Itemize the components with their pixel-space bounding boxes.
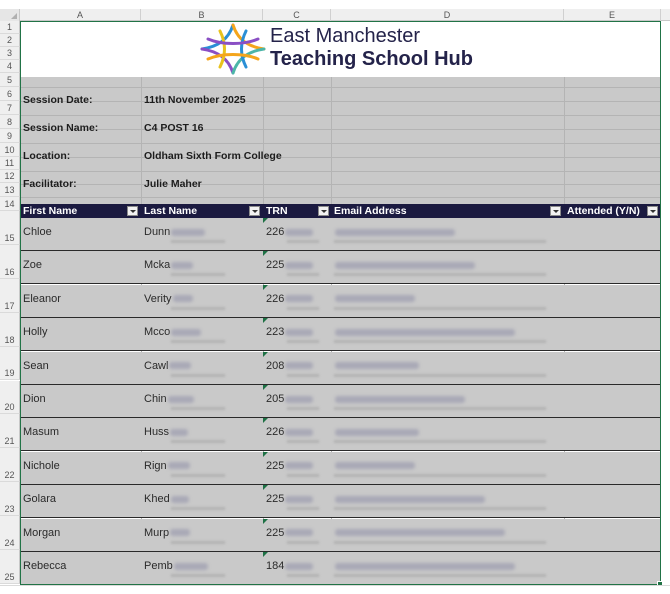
facilitator-label: Facilitator: <box>23 178 77 190</box>
session-date-label: Session Date: <box>23 94 93 106</box>
redacted-text <box>285 529 313 536</box>
email-cell[interactable] <box>331 519 564 552</box>
redacted-text <box>287 541 319 544</box>
trn-cell-text: 184 <box>266 560 285 572</box>
redacted-text <box>287 574 319 577</box>
last-name-cell[interactable] <box>141 519 263 552</box>
trn-cell[interactable] <box>263 519 331 552</box>
email-cell[interactable] <box>331 485 564 518</box>
header-attended[interactable]: Attended (Y/N) <box>567 205 640 217</box>
error-indicator-icon[interactable] <box>263 385 268 390</box>
row-header-13[interactable]: 13 <box>0 183 20 197</box>
last-name-cell-text: Chin <box>144 393 167 405</box>
session-name-label: Session Name: <box>23 122 99 134</box>
row-header-2[interactable]: 2 <box>0 34 20 47</box>
redacted-text <box>335 329 515 336</box>
redacted-text <box>171 307 225 310</box>
row-header-3[interactable]: 3 <box>0 47 20 60</box>
trn-cell[interactable] <box>263 452 331 485</box>
trn-cell-text: 225 <box>266 459 285 472</box>
last-name-cell-text: Pemb <box>144 560 173 572</box>
facilitator-value[interactable]: Julie Maher <box>144 178 202 190</box>
redacted-text <box>334 507 546 510</box>
row-header-6[interactable]: 6 <box>0 87 20 101</box>
select-all-corner[interactable] <box>0 9 20 21</box>
filter-dropdown-icon[interactable] <box>127 206 138 216</box>
last-name-cell[interactable] <box>141 485 263 518</box>
last-name-cell-text: Mcka <box>144 259 171 272</box>
redacted-text <box>285 329 313 336</box>
table-row[interactable] <box>20 318 661 351</box>
redacted-text <box>287 273 319 276</box>
location-label: Location: <box>23 150 71 162</box>
trn-cell[interactable] <box>263 485 331 518</box>
trn-cell[interactable] <box>263 318 331 351</box>
attended-cell[interactable] <box>564 519 661 552</box>
redacted-text <box>287 407 319 410</box>
redacted-text <box>173 295 193 302</box>
redacted-text <box>335 563 515 570</box>
last-name-cell-text: Khed <box>144 493 170 506</box>
redacted-text <box>334 541 546 544</box>
row-header-20[interactable]: 20 <box>0 381 20 415</box>
session-date-value[interactable]: 11th November 2025 <box>144 94 246 106</box>
first-name-cell[interactable] <box>20 251 141 284</box>
first-name-cell-text: Chloe <box>23 226 52 238</box>
last-name-cell-text: Mcco <box>144 326 171 339</box>
redacted-text <box>285 563 313 570</box>
error-indicator-icon[interactable] <box>263 552 268 557</box>
row-header-4[interactable]: 4 <box>0 60 20 73</box>
redacted-text <box>169 362 191 369</box>
redacted-text <box>171 496 189 503</box>
error-indicator-icon[interactable] <box>263 318 268 323</box>
redacted-text <box>171 273 225 276</box>
email-cell[interactable] <box>331 251 564 284</box>
redacted-text <box>287 440 319 443</box>
redacted-text <box>285 262 313 269</box>
redacted-text <box>334 273 546 276</box>
attended-cell[interactable] <box>564 485 661 518</box>
row-header-14[interactable]: 14 <box>0 197 20 211</box>
attended-cell[interactable] <box>564 352 661 385</box>
email-cell[interactable] <box>331 552 564 585</box>
redacted-text <box>335 396 465 403</box>
redacted-text <box>174 563 208 570</box>
trn-cell[interactable] <box>263 418 331 451</box>
redacted-text <box>171 474 225 477</box>
redacted-text <box>335 229 455 236</box>
cell-grid[interactable] <box>20 21 661 585</box>
row-header-24[interactable]: 24 <box>0 516 20 550</box>
logo-title-line2: Teaching School Hub <box>270 48 473 70</box>
trn-cell-text: 208 <box>266 359 285 372</box>
row-header-10[interactable]: 10 <box>0 143 20 157</box>
email-cell[interactable] <box>331 418 564 451</box>
first-name-cell[interactable] <box>20 285 141 318</box>
column-header-b[interactable]: B <box>141 9 263 21</box>
first-name-cell-text: Holly <box>23 326 48 339</box>
trn-cell-text: 226 <box>266 426 285 439</box>
row-header-18[interactable]: 18 <box>0 313 20 347</box>
table-row[interactable] <box>20 218 661 251</box>
error-indicator-icon[interactable] <box>263 418 268 423</box>
error-indicator-icon[interactable] <box>263 352 268 357</box>
header-email-address[interactable]: Email Address <box>334 205 407 217</box>
attended-cell[interactable] <box>564 218 661 251</box>
column-header-bar <box>0 9 670 21</box>
redacted-text <box>171 407 225 410</box>
trn-cell-text: 225 <box>266 493 285 506</box>
redacted-text <box>334 574 546 577</box>
redacted-text <box>334 307 546 310</box>
first-name-cell[interactable] <box>20 552 141 585</box>
first-name-cell-text: Rebecca <box>23 560 67 572</box>
redacted-text <box>287 240 319 243</box>
redacted-text <box>170 429 188 436</box>
attended-cell[interactable] <box>564 452 661 485</box>
last-name-cell-text: Cawl <box>144 359 169 372</box>
trn-cell-text: 223 <box>266 326 285 339</box>
row-header-11[interactable]: 11 <box>0 157 20 170</box>
table-row[interactable] <box>20 519 661 552</box>
email-cell[interactable] <box>331 218 564 251</box>
attended-cell[interactable] <box>564 251 661 284</box>
email-cell[interactable] <box>331 318 564 351</box>
redacted-text <box>285 362 313 369</box>
email-cell[interactable] <box>331 385 564 418</box>
row-header-1[interactable]: 1 <box>0 21 20 34</box>
table-row[interactable] <box>20 418 661 451</box>
redacted-text <box>171 329 201 336</box>
redacted-text <box>335 295 415 302</box>
attended-cell[interactable] <box>564 318 661 351</box>
redacted-text <box>287 507 319 510</box>
row-header-22[interactable]: 22 <box>0 448 20 482</box>
header-last-name[interactable]: Last Name <box>144 205 198 217</box>
filter-dropdown-icon[interactable] <box>647 206 658 216</box>
redacted-text <box>334 374 546 377</box>
error-indicator-icon[interactable] <box>263 485 268 490</box>
redacted-text <box>171 574 225 577</box>
redacted-text <box>335 262 475 269</box>
table-row[interactable] <box>20 552 661 585</box>
email-cell[interactable] <box>331 352 564 385</box>
column-header-d[interactable]: D <box>331 9 564 21</box>
first-name-cell-text: Dion <box>23 393 46 405</box>
redacted-text <box>171 340 225 343</box>
redacted-text <box>335 362 419 369</box>
row-header-19[interactable]: 19 <box>0 347 20 381</box>
table-header-row <box>20 204 661 218</box>
column-header-e[interactable]: E <box>564 9 661 21</box>
redacted-text <box>287 474 319 477</box>
trn-cell-text: 226 <box>266 292 285 305</box>
redacted-text <box>335 529 505 536</box>
last-name-cell-text: Huss <box>144 426 170 439</box>
column-header-c[interactable]: C <box>263 9 331 21</box>
column-header-a[interactable]: A <box>20 9 141 21</box>
first-name-cell-text: Morgan <box>23 526 61 539</box>
filter-dropdown-icon[interactable] <box>249 206 260 216</box>
row-header-9[interactable]: 9 <box>0 129 20 143</box>
trn-cell-text: 205 <box>266 393 285 405</box>
row-header-5[interactable]: 5 <box>0 73 20 87</box>
table-row[interactable] <box>20 452 661 485</box>
logo-merged-cell <box>20 21 661 77</box>
last-name-cell[interactable] <box>141 352 263 385</box>
attended-cell[interactable] <box>564 385 661 418</box>
error-indicator-icon[interactable] <box>263 218 268 223</box>
row-header-7[interactable]: 7 <box>0 101 20 115</box>
redacted-text <box>335 462 415 469</box>
last-name-cell[interactable] <box>141 218 263 251</box>
redacted-text <box>287 374 319 377</box>
trn-cell[interactable] <box>263 218 331 251</box>
row-header-15[interactable]: 15 <box>0 211 20 245</box>
redacted-text <box>334 440 546 443</box>
attended-cell[interactable] <box>564 552 661 585</box>
redacted-text <box>171 262 193 269</box>
table-row[interactable] <box>20 485 661 518</box>
first-name-cell[interactable] <box>20 485 141 518</box>
logo-title-line1: East Manchester <box>270 25 421 47</box>
table-row[interactable] <box>20 251 661 284</box>
redacted-text <box>171 541 225 544</box>
east-manchester-logo-icon <box>198 23 268 75</box>
first-name-cell[interactable] <box>20 519 141 552</box>
last-name-cell[interactable] <box>141 385 263 418</box>
first-name-cell[interactable] <box>20 218 141 251</box>
trn-cell[interactable] <box>263 385 331 418</box>
redacted-text <box>334 474 546 477</box>
redacted-text <box>171 507 225 510</box>
row-header-8[interactable]: 8 <box>0 115 20 129</box>
last-name-cell-text: Murp <box>144 526 170 539</box>
error-indicator-icon[interactable] <box>263 519 268 524</box>
email-cell[interactable] <box>331 285 564 318</box>
error-indicator-icon[interactable] <box>263 285 268 290</box>
row-header-12[interactable]: 12 <box>0 170 20 183</box>
redacted-text <box>287 307 319 310</box>
filter-dropdown-icon[interactable] <box>550 206 561 216</box>
redacted-text <box>287 340 319 343</box>
error-indicator-icon[interactable] <box>263 452 268 457</box>
redacted-text <box>285 396 313 403</box>
first-name-cell-text: Nichole <box>23 459 60 472</box>
redacted-text <box>285 229 313 236</box>
last-name-cell-text: Rign <box>144 459 167 472</box>
redacted-text <box>171 240 225 243</box>
redacted-text <box>334 240 546 243</box>
redacted-text <box>171 374 225 377</box>
trn-cell-text: 225 <box>266 526 285 539</box>
attended-cell[interactable] <box>564 285 661 318</box>
header-first-name[interactable]: First Name <box>23 205 78 217</box>
last-name-cell-text: Verity <box>144 292 172 305</box>
trn-cell-text: 226 <box>266 226 285 238</box>
redacted-text <box>285 429 313 436</box>
first-name-cell[interactable] <box>20 452 141 485</box>
first-name-cell[interactable] <box>20 418 141 451</box>
filter-dropdown-icon[interactable] <box>318 206 329 216</box>
first-name-cell[interactable] <box>20 385 141 418</box>
first-name-cell[interactable] <box>20 352 141 385</box>
row-header-16[interactable]: 16 <box>0 245 20 279</box>
redacted-text <box>285 462 313 469</box>
header-trn[interactable]: TRN <box>266 205 288 217</box>
last-name-cell[interactable] <box>141 285 263 318</box>
email-cell[interactable] <box>331 452 564 485</box>
redacted-text <box>335 429 419 436</box>
row-header-23[interactable]: 23 <box>0 482 20 516</box>
last-name-cell-text: Dunn <box>144 226 171 238</box>
location-value[interactable]: Oldham Sixth Form College <box>144 150 282 162</box>
first-name-cell-text: Eleanor <box>23 292 61 305</box>
row-header-25[interactable]: 25 <box>0 550 20 584</box>
table-row[interactable] <box>20 285 661 318</box>
redacted-text <box>168 396 194 403</box>
trn-cell[interactable] <box>263 285 331 318</box>
last-name-cell[interactable] <box>141 452 263 485</box>
redacted-text <box>168 462 190 469</box>
trn-cell[interactable] <box>263 352 331 385</box>
trn-cell-text: 225 <box>266 259 285 272</box>
table-row[interactable] <box>20 385 661 418</box>
last-name-cell[interactable] <box>141 318 263 351</box>
trn-cell[interactable] <box>263 251 331 284</box>
last-name-cell[interactable] <box>141 552 263 585</box>
redacted-text <box>334 407 546 410</box>
redacted-text <box>334 340 546 343</box>
redacted-text <box>171 440 225 443</box>
redacted-text <box>171 229 205 236</box>
redacted-text <box>285 496 313 503</box>
redacted-text <box>335 496 485 503</box>
last-name-cell[interactable] <box>141 418 263 451</box>
empty-row-below <box>0 585 670 594</box>
error-indicator-icon[interactable] <box>263 251 268 256</box>
attended-cell[interactable] <box>564 418 661 451</box>
first-name-cell-text: Golara <box>23 493 57 506</box>
table-row[interactable] <box>20 352 661 385</box>
first-name-cell[interactable] <box>20 318 141 351</box>
first-name-cell-text: Zoe <box>23 259 42 272</box>
row-header-17[interactable]: 17 <box>0 279 20 313</box>
redacted-text <box>170 529 190 536</box>
row-header-21[interactable]: 21 <box>0 414 20 448</box>
first-name-cell-text: Masum <box>23 426 60 439</box>
redacted-text <box>285 295 313 302</box>
last-name-cell[interactable] <box>141 251 263 284</box>
first-name-cell-text: Sean <box>23 359 49 372</box>
trn-cell[interactable] <box>263 552 331 585</box>
session-name-value[interactable]: C4 POST 16 <box>144 122 204 134</box>
